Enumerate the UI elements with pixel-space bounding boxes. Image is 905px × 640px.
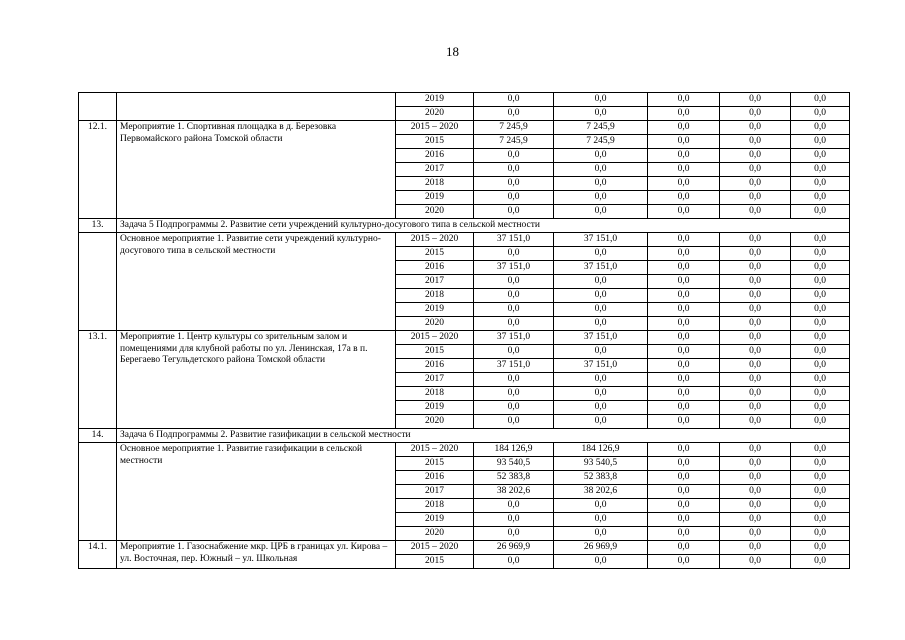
value-cell: 0,0 xyxy=(648,177,720,191)
value-cell: 0,0 xyxy=(648,527,720,541)
value-cell: 0,0 xyxy=(554,163,648,177)
value-cell: 0,0 xyxy=(791,513,850,527)
year-cell: 2019 xyxy=(396,191,474,205)
value-cell: 0,0 xyxy=(720,289,791,303)
value-cell: 0,0 xyxy=(720,471,791,485)
value-cell: 0,0 xyxy=(720,485,791,499)
year-cell: 2015 xyxy=(396,247,474,261)
value-cell: 0,0 xyxy=(474,401,554,415)
value-cell: 38 202,6 xyxy=(474,485,554,499)
year-cell: 2019 xyxy=(396,513,474,527)
year-cell: 2015 xyxy=(396,135,474,149)
row-number xyxy=(79,233,117,331)
value-cell: 93 540,5 xyxy=(554,457,648,471)
value-cell: 0,0 xyxy=(648,107,720,121)
value-cell: 0,0 xyxy=(648,317,720,331)
table-row xyxy=(79,121,850,135)
value-cell: 0,0 xyxy=(720,415,791,429)
value-cell: 0,0 xyxy=(720,359,791,373)
value-cell: 0,0 xyxy=(474,527,554,541)
table-row xyxy=(79,331,850,345)
table-body xyxy=(79,93,850,569)
value-cell: 0,0 xyxy=(720,149,791,163)
value-cell: 0,0 xyxy=(648,345,720,359)
value-cell: 0,0 xyxy=(720,121,791,135)
value-cell: 0,0 xyxy=(648,93,720,107)
value-cell: 0,0 xyxy=(474,191,554,205)
value-cell: 0,0 xyxy=(720,443,791,457)
table-row xyxy=(79,443,850,457)
value-cell: 0,0 xyxy=(791,205,850,219)
value-cell: 0,0 xyxy=(554,149,648,163)
financing-table xyxy=(78,92,850,569)
year-cell: 2017 xyxy=(396,373,474,387)
value-cell: 0,0 xyxy=(554,247,648,261)
value-cell: 37 151,0 xyxy=(554,359,648,373)
value-cell: 0,0 xyxy=(720,303,791,317)
row-number xyxy=(79,443,117,541)
value-cell: 0,0 xyxy=(474,163,554,177)
row-number: 13. xyxy=(79,219,117,233)
value-cell: 184 126,9 xyxy=(474,443,554,457)
value-cell: 0,0 xyxy=(554,177,648,191)
activity-name: Мероприятие 1. Спортивная площадка в д. Березовка Первомайского района Томской области xyxy=(117,121,396,219)
year-cell: 2015 xyxy=(396,457,474,471)
value-cell: 0,0 xyxy=(554,555,648,569)
value-cell: 0,0 xyxy=(791,93,850,107)
value-cell: 0,0 xyxy=(474,415,554,429)
value-cell: 0,0 xyxy=(720,541,791,555)
year-cell: 2019 xyxy=(396,401,474,415)
value-cell: 0,0 xyxy=(791,345,850,359)
year-cell: 2015 – 2020 xyxy=(396,233,474,247)
value-cell: 0,0 xyxy=(554,373,648,387)
value-cell: 37 151,0 xyxy=(474,331,554,345)
value-cell: 0,0 xyxy=(720,135,791,149)
value-cell: 0,0 xyxy=(474,345,554,359)
table-row xyxy=(79,541,850,555)
value-cell: 0,0 xyxy=(720,177,791,191)
value-cell: 0,0 xyxy=(791,387,850,401)
value-cell: 0,0 xyxy=(791,233,850,247)
value-cell: 0,0 xyxy=(791,317,850,331)
value-cell: 0,0 xyxy=(648,163,720,177)
value-cell: 0,0 xyxy=(648,275,720,289)
value-cell: 0,0 xyxy=(648,191,720,205)
value-cell: 0,0 xyxy=(648,331,720,345)
year-cell: 2018 xyxy=(396,499,474,513)
value-cell: 0,0 xyxy=(791,331,850,345)
value-cell: 0,0 xyxy=(648,233,720,247)
value-cell: 0,0 xyxy=(648,261,720,275)
value-cell: 0,0 xyxy=(648,373,720,387)
value-cell: 0,0 xyxy=(791,527,850,541)
task-title: Задача 5 Подпрограммы 2. Развитие сети учреждений культурно-досугового типа в сельской местности xyxy=(117,219,850,233)
value-cell: 0,0 xyxy=(648,443,720,457)
value-cell: 0,0 xyxy=(554,289,648,303)
value-cell: 0,0 xyxy=(720,527,791,541)
value-cell: 0,0 xyxy=(474,93,554,107)
value-cell: 7 245,9 xyxy=(554,121,648,135)
value-cell: 0,0 xyxy=(554,93,648,107)
value-cell: 0,0 xyxy=(648,121,720,135)
value-cell: 0,0 xyxy=(648,205,720,219)
value-cell: 0,0 xyxy=(474,205,554,219)
year-cell: 2018 xyxy=(396,289,474,303)
value-cell: 0,0 xyxy=(648,401,720,415)
year-cell: 2020 xyxy=(396,205,474,219)
task-title: Задача 6 Подпрограммы 2. Развитие газификации в сельской местности xyxy=(117,429,850,443)
value-cell: 0,0 xyxy=(791,471,850,485)
row-number: 13.1. xyxy=(79,331,117,429)
value-cell: 0,0 xyxy=(720,555,791,569)
row-number: 14. xyxy=(79,429,117,443)
value-cell: 37 151,0 xyxy=(474,233,554,247)
table-row xyxy=(79,233,850,247)
value-cell: 0,0 xyxy=(791,191,850,205)
year-cell: 2018 xyxy=(396,387,474,401)
value-cell: 0,0 xyxy=(791,415,850,429)
year-cell: 2015 – 2020 xyxy=(396,443,474,457)
value-cell: 0,0 xyxy=(791,177,850,191)
year-cell: 2020 xyxy=(396,527,474,541)
value-cell: 0,0 xyxy=(648,541,720,555)
value-cell: 0,0 xyxy=(791,359,850,373)
value-cell: 0,0 xyxy=(648,555,720,569)
value-cell: 0,0 xyxy=(554,499,648,513)
table-row xyxy=(79,93,850,107)
value-cell: 38 202,6 xyxy=(554,485,648,499)
value-cell: 0,0 xyxy=(648,513,720,527)
year-cell: 2015 – 2020 xyxy=(396,121,474,135)
value-cell: 0,0 xyxy=(720,107,791,121)
value-cell: 0,0 xyxy=(791,499,850,513)
value-cell: 0,0 xyxy=(648,303,720,317)
year-cell: 2016 xyxy=(396,359,474,373)
value-cell: 0,0 xyxy=(474,317,554,331)
value-cell: 0,0 xyxy=(474,177,554,191)
row-number xyxy=(79,93,117,121)
value-cell: 7 245,9 xyxy=(554,135,648,149)
row-number: 14.1. xyxy=(79,541,117,569)
value-cell: 0,0 xyxy=(554,345,648,359)
value-cell: 0,0 xyxy=(720,499,791,513)
value-cell: 0,0 xyxy=(791,443,850,457)
value-cell: 184 126,9 xyxy=(554,443,648,457)
value-cell: 0,0 xyxy=(791,485,850,499)
year-cell: 2019 xyxy=(396,303,474,317)
value-cell: 0,0 xyxy=(648,471,720,485)
row-number: 12.1. xyxy=(79,121,117,219)
value-cell: 0,0 xyxy=(474,303,554,317)
activity-name xyxy=(117,93,396,121)
year-cell: 2015 xyxy=(396,345,474,359)
value-cell: 0,0 xyxy=(720,205,791,219)
value-cell: 37 151,0 xyxy=(554,261,648,275)
value-cell: 0,0 xyxy=(648,135,720,149)
value-cell: 0,0 xyxy=(720,345,791,359)
value-cell: 0,0 xyxy=(648,485,720,499)
value-cell: 0,0 xyxy=(720,261,791,275)
value-cell: 0,0 xyxy=(791,457,850,471)
value-cell: 0,0 xyxy=(648,289,720,303)
value-cell: 0,0 xyxy=(648,499,720,513)
year-cell: 2016 xyxy=(396,261,474,275)
value-cell: 0,0 xyxy=(554,387,648,401)
value-cell: 0,0 xyxy=(791,401,850,415)
value-cell: 0,0 xyxy=(791,373,850,387)
value-cell: 0,0 xyxy=(791,247,850,261)
value-cell: 0,0 xyxy=(554,191,648,205)
value-cell: 0,0 xyxy=(474,289,554,303)
value-cell: 0,0 xyxy=(720,401,791,415)
value-cell: 7 245,9 xyxy=(474,121,554,135)
value-cell: 26 969,9 xyxy=(554,541,648,555)
value-cell: 0,0 xyxy=(791,163,850,177)
value-cell: 0,0 xyxy=(554,401,648,415)
value-cell: 0,0 xyxy=(791,149,850,163)
value-cell: 0,0 xyxy=(791,555,850,569)
value-cell: 26 969,9 xyxy=(474,541,554,555)
value-cell: 0,0 xyxy=(791,289,850,303)
year-cell: 2015 xyxy=(396,555,474,569)
value-cell: 93 540,5 xyxy=(474,457,554,471)
value-cell: 37 151,0 xyxy=(554,233,648,247)
value-cell: 0,0 xyxy=(720,457,791,471)
activity-name: Основное мероприятие 1. Развитие сети учреждений культурно-досугового типа в сельской местности xyxy=(117,233,396,331)
task-row xyxy=(79,429,850,443)
value-cell: 37 151,0 xyxy=(554,331,648,345)
value-cell: 0,0 xyxy=(554,527,648,541)
value-cell: 52 383,8 xyxy=(474,471,554,485)
value-cell: 0,0 xyxy=(720,513,791,527)
value-cell: 0,0 xyxy=(474,275,554,289)
value-cell: 52 383,8 xyxy=(554,471,648,485)
value-cell: 0,0 xyxy=(554,513,648,527)
value-cell: 37 151,0 xyxy=(474,359,554,373)
value-cell: 0,0 xyxy=(791,121,850,135)
value-cell: 0,0 xyxy=(554,107,648,121)
value-cell: 0,0 xyxy=(791,135,850,149)
year-cell: 2019 xyxy=(396,93,474,107)
value-cell: 0,0 xyxy=(554,303,648,317)
year-cell: 2020 xyxy=(396,107,474,121)
value-cell: 0,0 xyxy=(648,387,720,401)
value-cell: 0,0 xyxy=(474,555,554,569)
value-cell: 0,0 xyxy=(720,191,791,205)
value-cell: 0,0 xyxy=(474,107,554,121)
activity-name: Мероприятие 1. Центр культуры со зрительным залом и помещениями для клубной работы по ул. Ленинская, 17а в п. Берегаево Тегульдетского района Томской области xyxy=(117,331,396,429)
task-row xyxy=(79,219,850,233)
page-number: 18 xyxy=(446,44,459,59)
value-cell: 0,0 xyxy=(720,163,791,177)
value-cell: 0,0 xyxy=(554,205,648,219)
year-cell: 2016 xyxy=(396,471,474,485)
value-cell: 0,0 xyxy=(791,275,850,289)
activity-name: Основное мероприятие 1. Развитие газификации в сельской местности xyxy=(117,443,396,541)
value-cell: 0,0 xyxy=(474,247,554,261)
value-cell: 0,0 xyxy=(474,149,554,163)
value-cell: 0,0 xyxy=(474,387,554,401)
value-cell: 0,0 xyxy=(474,499,554,513)
value-cell: 0,0 xyxy=(720,387,791,401)
year-cell: 2015 – 2020 xyxy=(396,331,474,345)
activity-name: Мероприятие 1. Газоснабжение мкр. ЦРБ в границах ул. Кирова – ул. Восточная, пер. Южный – ул. Школьная xyxy=(117,541,396,569)
value-cell: 0,0 xyxy=(720,373,791,387)
value-cell: 0,0 xyxy=(720,331,791,345)
value-cell: 0,0 xyxy=(648,247,720,261)
value-cell: 7 245,9 xyxy=(474,135,554,149)
value-cell: 0,0 xyxy=(720,317,791,331)
value-cell: 0,0 xyxy=(648,149,720,163)
year-cell: 2020 xyxy=(396,415,474,429)
value-cell: 37 151,0 xyxy=(474,261,554,275)
year-cell: 2017 xyxy=(396,275,474,289)
value-cell: 0,0 xyxy=(791,261,850,275)
value-cell: 0,0 xyxy=(648,457,720,471)
year-cell: 2017 xyxy=(396,163,474,177)
value-cell: 0,0 xyxy=(720,247,791,261)
value-cell: 0,0 xyxy=(791,107,850,121)
value-cell: 0,0 xyxy=(554,415,648,429)
year-cell: 2016 xyxy=(396,149,474,163)
value-cell: 0,0 xyxy=(720,275,791,289)
value-cell: 0,0 xyxy=(648,359,720,373)
value-cell: 0,0 xyxy=(720,233,791,247)
year-cell: 2018 xyxy=(396,177,474,191)
value-cell: 0,0 xyxy=(791,303,850,317)
value-cell: 0,0 xyxy=(474,373,554,387)
year-cell: 2015 – 2020 xyxy=(396,541,474,555)
value-cell: 0,0 xyxy=(554,317,648,331)
value-cell: 0,0 xyxy=(791,541,850,555)
value-cell: 0,0 xyxy=(554,275,648,289)
value-cell: 0,0 xyxy=(720,93,791,107)
value-cell: 0,0 xyxy=(648,415,720,429)
year-cell: 2017 xyxy=(396,485,474,499)
value-cell: 0,0 xyxy=(474,513,554,527)
year-cell: 2020 xyxy=(396,317,474,331)
